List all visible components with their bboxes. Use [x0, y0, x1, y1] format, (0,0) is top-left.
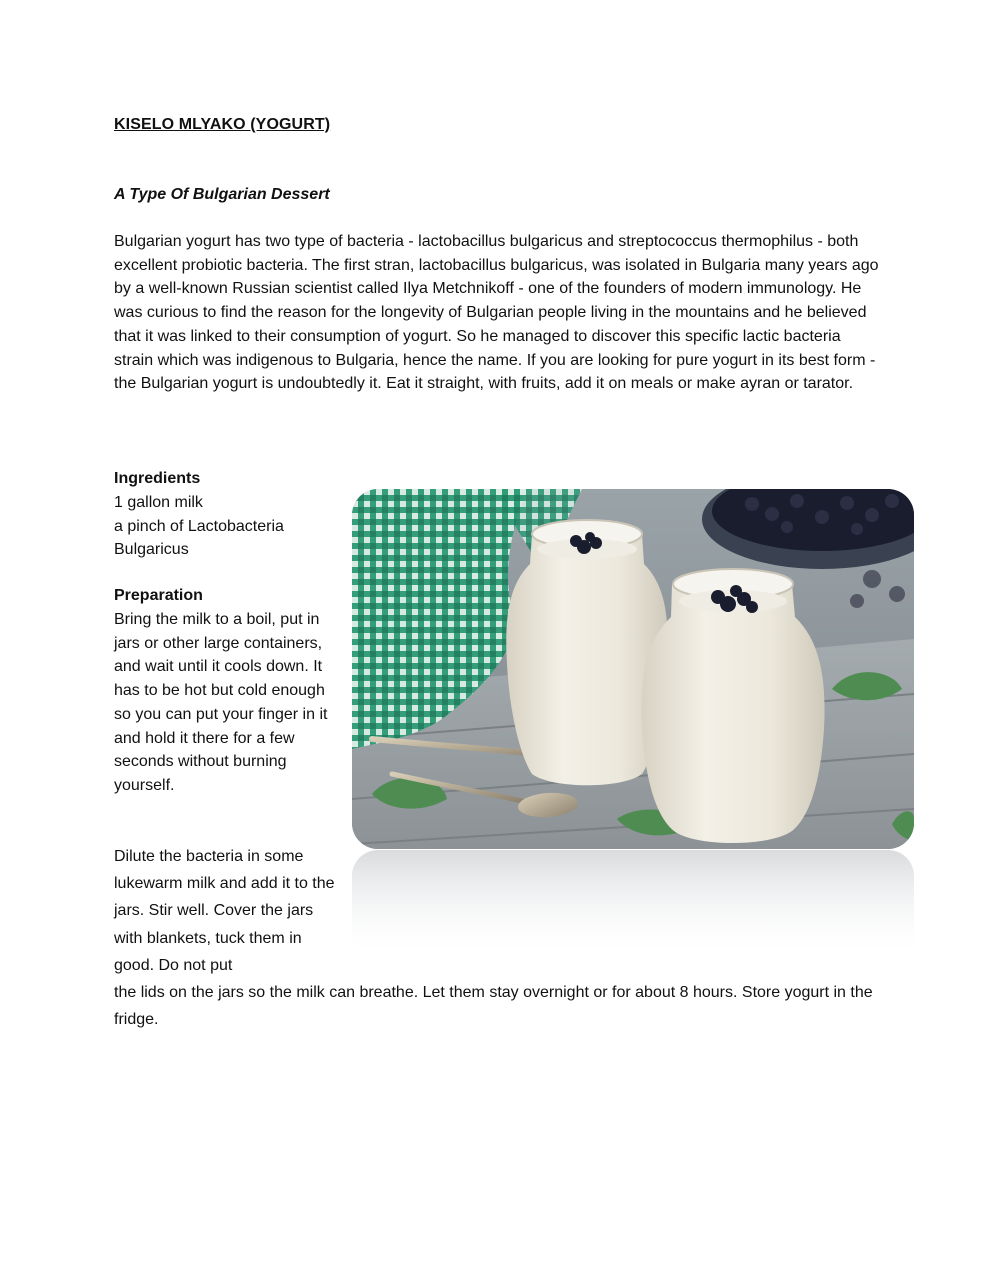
ingredients-list [114, 491, 340, 562]
yogurt-jars-photo [352, 489, 914, 849]
preparation-paragraph-2: Dilute the bacteria in some lukewarm milk and add it to the jars. Stir well. Cover the jars with blankets, tuck them in good. Do not put [114, 848, 335, 974]
intro-paragraph: Bulgarian yogurt has two type of bacteria - lactobacillus bulgaricus and streptococcus thermophilus - both excellent probiotic bacteria. The first stran, lactobacillus bulgaricus, was isolated in Bulgaria many years ago by a well-known Russian scientist called Ilya Metchnikoff - one of the founders of modern immunology. He was curious to find the reason for the longevity of Bulgarian people living in the mountains and he believed that it was linked to their consumption of yogurt. So he managed to discover this specific lactic bacteria strain which was indigenous to Bulgaria, hence the name. If you are looking for pure yogurt in its best form - the Bulgarian yogurt is undoubtedly it. Eat it straight, with fruits, add it on meals or make ayran or tarator. [114, 233, 879, 393]
photo-reflection [352, 850, 914, 960]
recipe-title: KISELO MLYAKO (YOGURT) [114, 116, 331, 133]
recipe-subtitle: A Type Of Bulgarian Dessert [114, 186, 330, 203]
preparation-paragraph-3: the lids on the jars so the milk can breathe. Let them stay overnight or for about 8 hours. Store yogurt in the fridge. [114, 984, 873, 1029]
preparation-paragraph-1: Bring the milk to a boil, put in jars or other large containers, and wait until it cools down. It has to be hot but cold enough so you can put your finger in it and hold it there for a few seconds without burning yourself. [114, 611, 328, 794]
ingredient-item: a pinch of Lactobacteria Bulgaricus [114, 517, 284, 559]
ingredients-heading: Ingredients [114, 470, 201, 487]
ingredient-item: 1 gallon milk [114, 494, 203, 511]
preparation-heading: Preparation [114, 587, 203, 604]
